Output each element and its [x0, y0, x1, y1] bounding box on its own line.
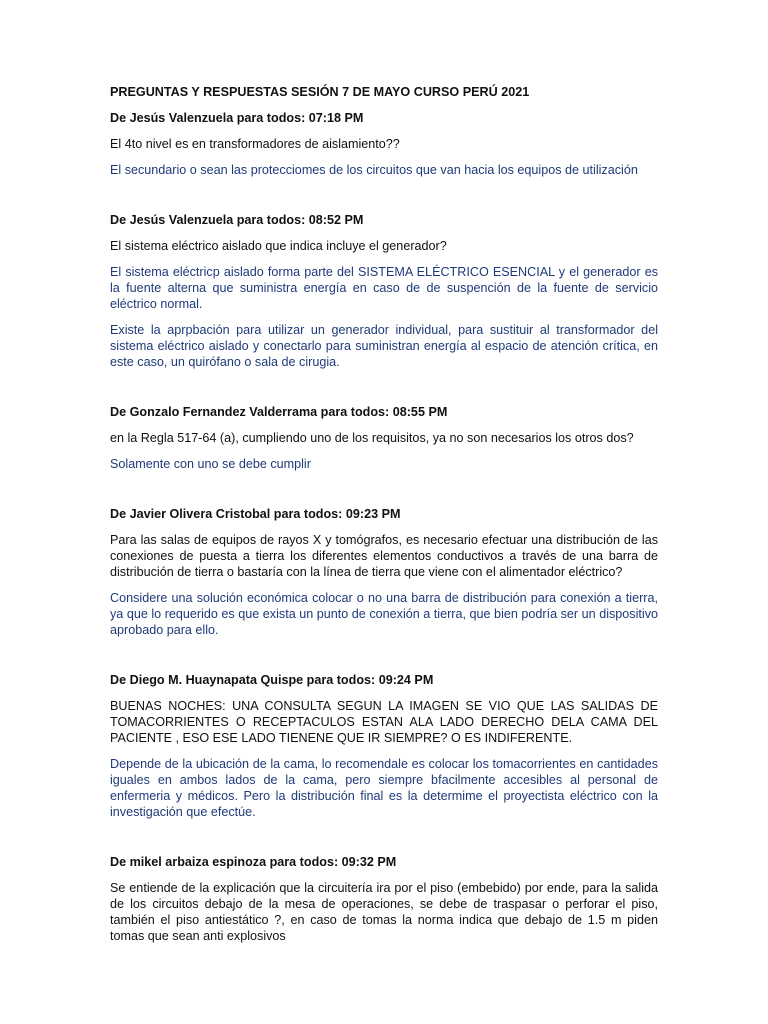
qa-entry: [110, 212, 658, 370]
entry-header: De Jesús Valenzuela para todos: 08:52 PM: [110, 213, 364, 227]
entry-spacer: [110, 648, 658, 672]
answer-text: Considere una solución económica colocar o no una barra de distribución para conexión a tierra, ya que lo requerido es que exista un punto de conexión a tierra, que bien podría ser un dispositivo aprobado para ello.: [110, 591, 658, 637]
question-text: Se entiende de la explicación que la circuitería ira por el piso (embebido) por ende, para la salida de los circuitos debajo de la mesa de operaciones, se debe de traspasar o perforar el piso, también el piso antiestático ?, en caso de tomas la norma indica que debajo de 1.5 m piden tomas que sean anti explosivos: [110, 881, 658, 943]
qa-entry: [110, 404, 658, 472]
answer-text: Depende de la ubicación de la cama, lo recomendale es colocar los tomacorrientes en cantidades iguales en ambos lados de la cama, pero siempre bfacilmente accesibles al personal de enfermeria y médicos. Pero la distribución final es la determime el proyectista eléctrico con la investigación que efectúe.: [110, 757, 658, 819]
question-text: Para las salas de equipos de rayos X y tomógrafos, es necesario efectuar una distribución de las conexiones de puesta a tierra los diferentes elementos conductivos a través de una barra de distribución de tierra o bastaría con la línea de tierra que viene con el alimentador eléctrico?: [110, 533, 658, 579]
qa-entry: [110, 672, 658, 820]
entry-spacer: [110, 380, 658, 404]
answer-text: Solamente con uno se debe cumplir: [110, 457, 311, 471]
question-text: El 4to nivel es en transformadores de aislamiento??: [110, 137, 400, 151]
qa-entry: [110, 854, 658, 944]
entry-header: De Jesús Valenzuela para todos: 07:18 PM: [110, 111, 364, 125]
entry-header: De mikel arbaiza espinoza para todos: 09:32 PM: [110, 855, 397, 869]
answer-text: El sistema eléctricp aislado forma parte del SISTEMA ELÉCTRICO ESENCIAL y el generador es la fuente alterna que suministra energía en caso de de suspención de la fuente de servicio eléctrico normal.: [110, 265, 658, 311]
qa-entry: [110, 506, 658, 638]
entry-spacer: [110, 482, 658, 506]
document-page: [110, 84, 658, 954]
entry-spacer: [110, 188, 658, 212]
document-title: PREGUNTAS Y RESPUESTAS SESIÓN 7 DE MAYO CURSO PERÚ 2021: [110, 85, 530, 99]
entry-header: De Javier Olivera Cristobal para todos: 09:23 PM: [110, 507, 401, 521]
entry-header: De Gonzalo Fernandez Valderrama para todos: 08:55 PM: [110, 405, 448, 419]
answer-text: El secundario o sean las protecciomes de los circuitos que van hacia los equipos de utilización: [110, 163, 638, 177]
answer-text: Existe la aprpbación para utilizar un generador individual, para sustituir al transformador del sistema eléctrico aislado y conectarlo para suministran energía al espacio de atención crítica, en este caso, un quirófano o sala de cirugia.: [110, 323, 658, 369]
question-text: El sistema eléctrico aislado que indica incluye el generador?: [110, 239, 447, 253]
question-text: en la Regla 517-64 (a), cumpliendo uno de los requisitos, ya no son necesarios los otros dos?: [110, 431, 634, 445]
entry-spacer: [110, 830, 658, 854]
entry-header: De Diego M. Huaynapata Quispe para todos: 09:24 PM: [110, 673, 434, 687]
question-text: BUENAS NOCHES: UNA CONSULTA SEGUN LA IMAGEN SE VIO QUE LAS SALIDAS DE TOMACORRIENTES O RECEPTACULOS ESTAN ALA LADO DERECHO DELA CAMA DEL PACIENTE , ESO ESE LADO TIENENE QUE IR SIEMPRE? O ES INDIFERENTE.: [110, 699, 658, 745]
qa-entry: [110, 110, 658, 178]
